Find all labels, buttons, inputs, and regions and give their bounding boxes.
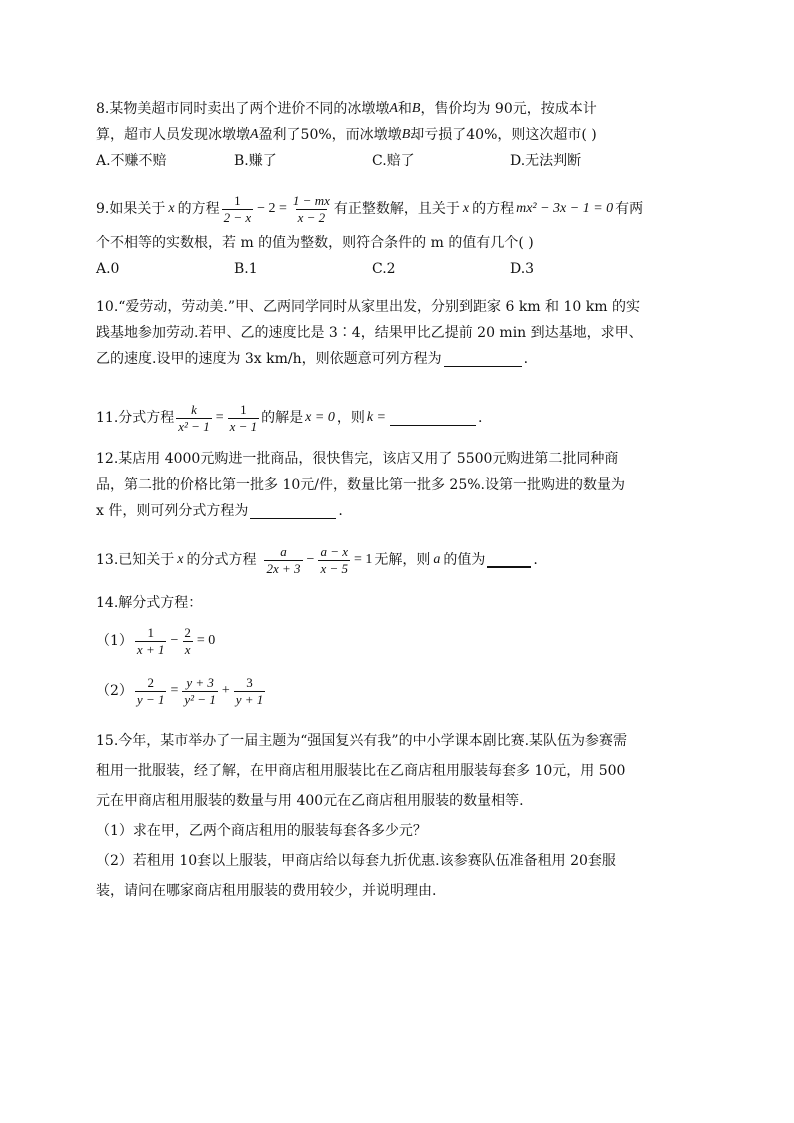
q13-prefix: 13.已知关于 (96, 552, 175, 568)
q11-prefix: 11.分式方程 (96, 410, 175, 426)
q9-fraction-1 (222, 193, 254, 226)
q13-fraction-1 (264, 544, 302, 577)
q13-tail2: 的值为 (443, 552, 486, 568)
q9-f1-numerator: 1 (234, 192, 241, 208)
q8-text-1: 8.某物美超市同时卖出了两个进价不同的冰墩墩 (96, 101, 390, 117)
q9-var-x2: x (462, 201, 470, 216)
q14-p1-equals: = 0 (196, 633, 216, 648)
q13-f2-numerator: a − x (320, 543, 348, 559)
q13-tail: 无解，则 (374, 552, 431, 568)
q14-p2-f3-denominator: y + 1 (235, 691, 264, 707)
q15-sub-1: （1）求在甲，乙两个商店租用的服装每套各多少元？ (96, 823, 427, 839)
q10-answer-blank[interactable] (444, 352, 522, 367)
q14-p2-f2-numerator: y + 3 (186, 674, 214, 690)
q9-f2-denominator: x − 2 (297, 209, 326, 225)
q9-mid3: 的方程 (472, 201, 515, 217)
q13-equals: = 1 (353, 552, 373, 567)
q11-equals: = (215, 410, 224, 425)
q11-mid2: ，则 (336, 410, 365, 426)
q12-text-3: x 件，则可列分式方程为 (96, 503, 249, 519)
q13-answer-blank[interactable] (487, 552, 531, 568)
q13-fraction-2 (318, 544, 350, 577)
q8-var-a: A (389, 101, 398, 116)
q10-text-2: 践基地参加劳动.若甲、乙的速度比是 3∶4，结果甲比乙提前 20 min 到达基地，求甲、 (96, 325, 643, 341)
q9-minus-two: − 2 = (257, 201, 287, 216)
q10-text-3: 乙的速度.设甲的速度为 3x km/h，则依题意可列方程为 (96, 351, 442, 367)
q9-option-b: B.1 (234, 261, 258, 277)
q11-solution: x = 0 (305, 410, 335, 425)
q8-options (96, 148, 696, 174)
q14-p2-fraction-1 (135, 675, 167, 708)
q14-p1-fraction-2 (182, 625, 193, 658)
q11-mid: 的解是 (261, 410, 304, 426)
q15-text-1: 15.今年，某市举办了一届主题为“强国复兴有我”的中小学课本剧比赛.某队伍为参赛需 (96, 733, 628, 749)
q9-f2-numerator: 1 − mx (292, 192, 330, 208)
q9-option-c: C.2 (372, 261, 396, 277)
q11-answer-blank[interactable] (390, 411, 476, 426)
q9-text-2: 个不相等的实数根，若 m 的值为整数，则符合条件的 m 的值有几个( ) (96, 235, 534, 251)
q11-f1-denominator: x² − 1 (178, 418, 210, 434)
q13-minus: − (306, 552, 315, 567)
q14-p2-equals: = (170, 683, 179, 698)
question-13 (96, 538, 696, 582)
q10-end: . (523, 351, 529, 367)
q13-var-a: a (433, 552, 441, 567)
q15-text-2: 租用一批服装，经了解，在甲商店租用服装比在乙商店租用服装每套多 10元，用 500 (96, 763, 626, 779)
q9-mid1: 的方程 (177, 201, 220, 217)
q13-end: . (533, 552, 538, 568)
q14-p2-f3-numerator: 3 (246, 674, 253, 690)
q8-var-a2: A (250, 127, 259, 142)
q15-text-3: 元在甲商店租用服装的数量与用 400元在乙商店租用服装的数量相等. (96, 793, 524, 809)
question-14 (96, 590, 696, 716)
q8-option-a: A.不赚不赔 (96, 153, 167, 169)
q14-title: 14.解分式方程： (96, 595, 203, 611)
q14-part-1 (96, 616, 696, 666)
q8-text-2a: 算，超市人员发现冰墩墩 (96, 127, 250, 143)
question-10 (96, 294, 696, 372)
q14-p1-f1-numerator: 1 (147, 624, 154, 640)
q13-f1-numerator: a (280, 543, 287, 559)
q14-p2-label: （2） (96, 683, 133, 699)
q14-p2-plus: + (221, 683, 230, 698)
q8-option-b: B.赚了 (234, 153, 277, 169)
q11-f2-numerator: 1 (240, 401, 247, 417)
q14-p1-f2-denominator: x (184, 641, 191, 657)
q15-sub-2a: （2）若租用 10套以上服装，甲商店给以每套九折优惠.该参赛队伍准备租用 20套服 (96, 853, 616, 869)
q11-f1-numerator: k (191, 401, 197, 417)
q13-f1-denominator: 2x + 3 (266, 560, 301, 576)
q14-part-2 (96, 666, 696, 716)
q8-option-d: D.无法判断 (510, 153, 582, 169)
q12-text-1: 12.某店用 4000元购进一批商品，很快售完，该店又用了 5500元购进第二批同种商 (96, 451, 619, 467)
q9-equation: mx² − 3x − 1 = 0 (516, 201, 614, 216)
q13-mid: 的分式方程 (186, 552, 257, 568)
question-12 (96, 446, 696, 524)
q11-fraction-2 (228, 402, 260, 435)
q13-f2-denominator: x − 5 (320, 560, 348, 576)
q8-text-1b: ，售价均为 90元，按成本计 (420, 101, 597, 117)
q11-fraction-1 (176, 402, 211, 435)
q14-p1-f1-denominator: x + 1 (136, 641, 165, 657)
q14-p1-f2-numerator: 2 (184, 624, 191, 640)
q8-and: 和 (397, 101, 412, 117)
q14-p1-label: （1） (96, 633, 133, 649)
q14-p1-fraction-1 (135, 625, 167, 658)
q9-var-x: x (168, 201, 175, 216)
q8-text-2b: 盈利了50%，而冰墩墩 (258, 127, 402, 143)
q14-p2-fraction-3 (234, 675, 266, 708)
q11-k: k = (366, 410, 387, 425)
q9-fraction-2 (291, 193, 332, 226)
q11-end: . (478, 410, 483, 426)
q14-p2-f1-denominator: y − 1 (136, 691, 165, 707)
question-8 (96, 96, 696, 174)
q15-sub-2b: 装，请问在哪家商店租用服装的费用较少，并说明理由. (96, 883, 437, 899)
q9-option-d: D.3 (510, 261, 535, 277)
q9-mid2: 有正整数解，且关于 (333, 201, 460, 217)
question-9 (96, 188, 696, 282)
q14-p2-fraction-2 (182, 675, 217, 708)
q10-text-1: 10.“爱劳动，劳动美.”甲、乙两同学同时从家里出发，分别到距家 6 km 和 10 km 的实 (96, 299, 640, 315)
q9-prefix: 9.如果关于 (96, 201, 166, 217)
q9-tail: 有两 (615, 201, 644, 217)
q9-f1-denominator: 2 − x (223, 209, 252, 225)
q14-p2-f2-denominator: y² − 1 (184, 691, 216, 707)
q9-options (96, 256, 696, 282)
q14-p1-minus: − (170, 633, 179, 648)
q8-var-b: B (411, 101, 421, 116)
q14-p2-f1-numerator: 2 (147, 674, 154, 690)
question-15 (96, 726, 696, 906)
q8-text-2c: 却亏损了40%，则这次超市( ) (410, 127, 597, 143)
q13-var-x: x (177, 552, 184, 567)
q12-answer-blank[interactable] (250, 504, 336, 519)
q12-end: . (338, 503, 343, 519)
q11-f2-denominator: x − 1 (229, 418, 258, 434)
q8-var-b2: B (401, 127, 411, 142)
q12-text-2: 品，第二批的价格比第一批多 10元/件，数量比第一批多 25%.设第一批购进的数量为 (96, 477, 625, 493)
question-11 (96, 396, 696, 440)
q9-option-a: A.0 (96, 261, 120, 277)
q8-option-c: C.赔了 (372, 153, 415, 169)
